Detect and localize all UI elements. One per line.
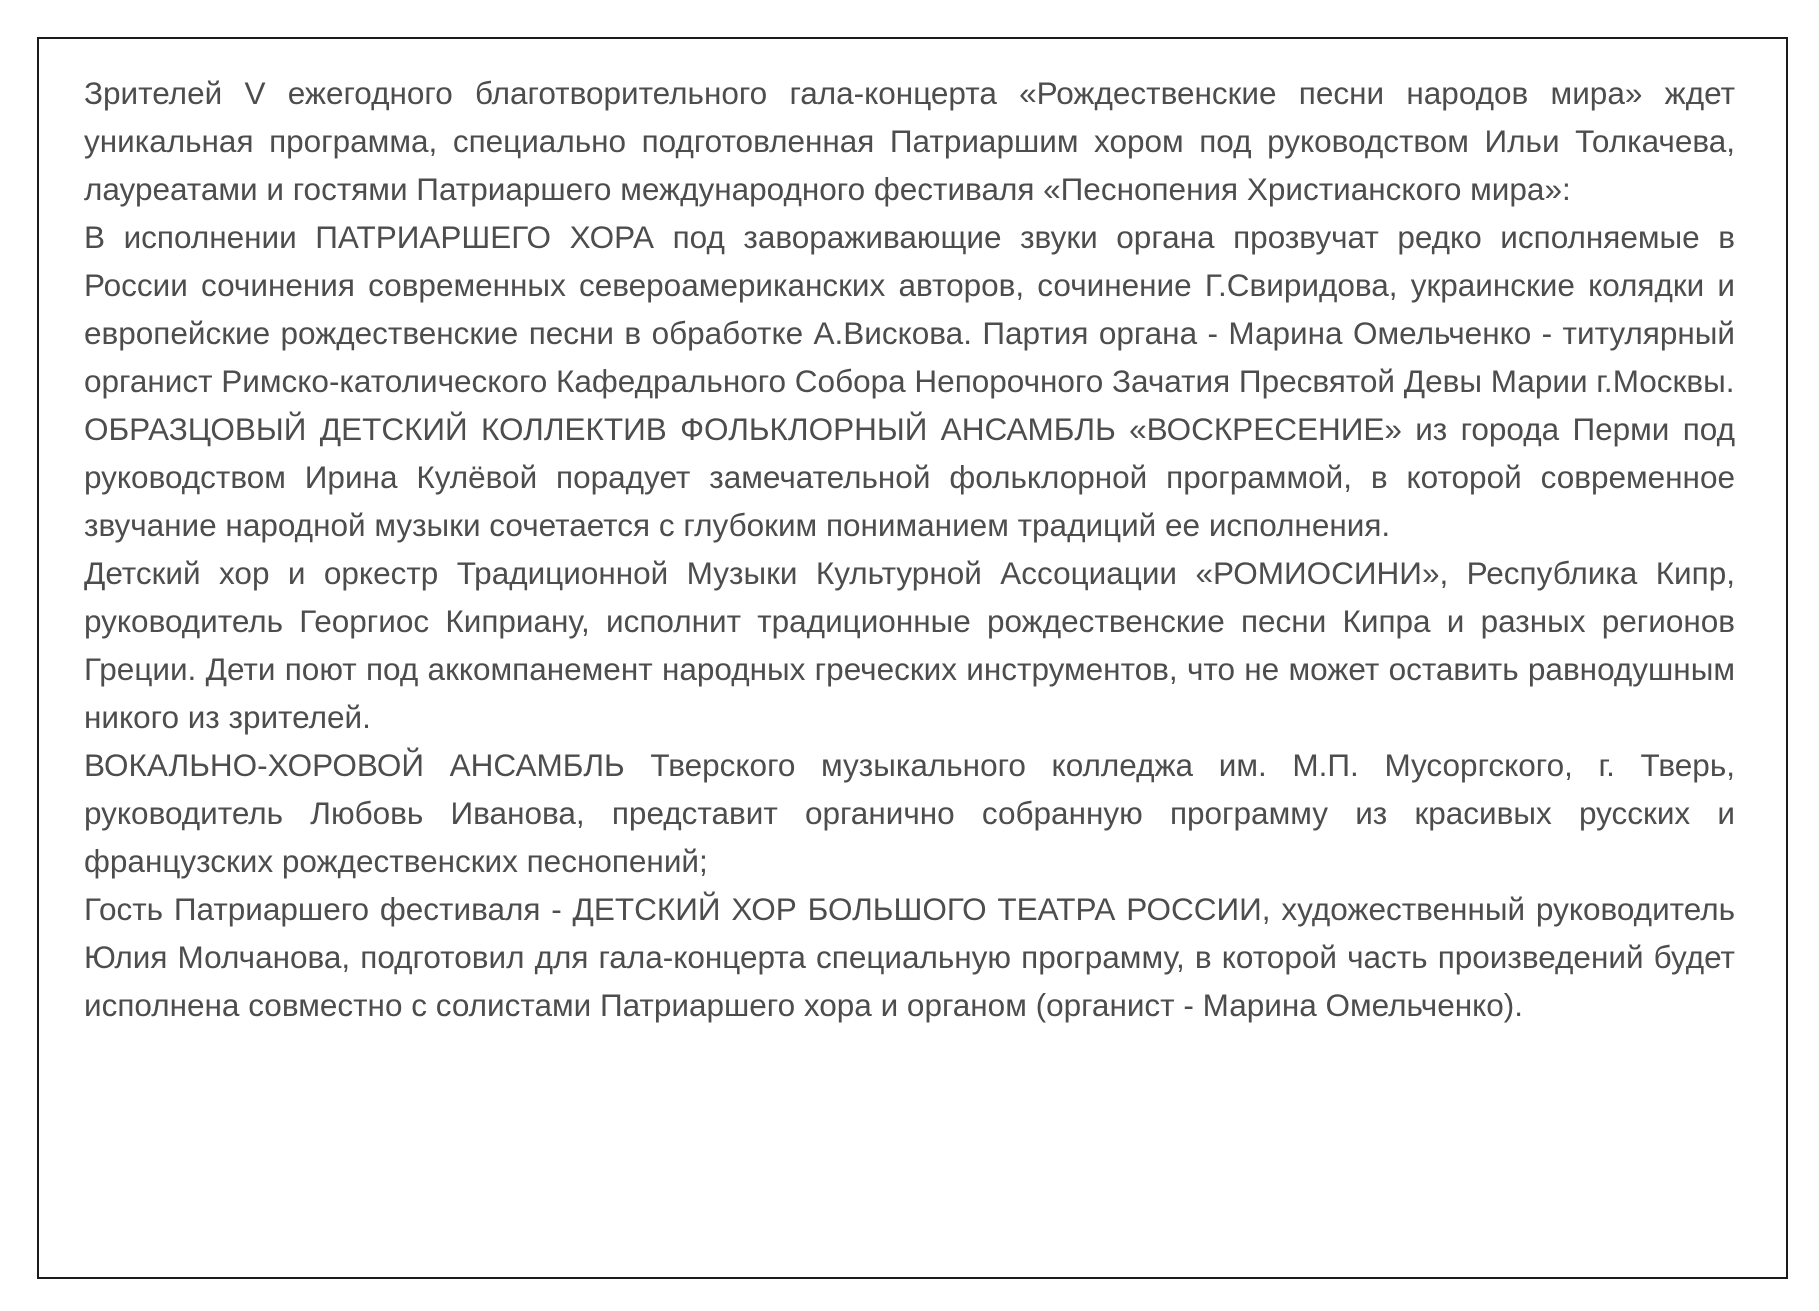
- paragraph-tver-ensemble: ВОКАЛЬНО-ХОРОВОЙ АНСАМБЛЬ Тверского музыкального колледжа им. М.П. Мусоргского, г. Тверь, руководитель Любовь Иванова, представит органично собранную программу из красивых русских и французских рождественских песнопений;: [84, 747, 1735, 879]
- document-frame: [37, 37, 1788, 1279]
- paragraph-romiosini-choir: Детский хор и оркестр Традиционной Музыки Культурной Ассоциации «РОМИОСИНИ», Республика Кипр, руководитель Георгиос Киприану, исполнит традиционные рождественские песни Кипра и разных регионов Греции. Дети поют под аккомпанемент народных греческих инструментов, что не может оставить равнодушным никого из зрителей.: [84, 555, 1735, 735]
- document-body: [84, 69, 1735, 1029]
- paragraph-voskresenie-ensemble: ОБРАЗЦОВЫЙ ДЕТСКИЙ КОЛЛЕКТИВ ФОЛЬКЛОРНЫЙ АНСАМБЛЬ «ВОСКРЕСЕНИЕ» из города Перми под руководством Ирина Кулёвой порадует замечательной фольклорной программой, в которой современное звучание народной музыки сочетается с глубоким пониманием традиций ее исполнения.: [84, 411, 1735, 543]
- paragraph-bolshoi-childrens-choir: Гость Патриаршего фестиваля - ДЕТСКИЙ ХОР БОЛЬШОГО ТЕАТРА РОССИИ, художественный руководитель Юлия Молчанова, подготовил для гала-концерта специальную программу, в которой часть произведений будет исполнена совместно с солистами Патриаршего хора и органом (органист - Марина Омельченко).: [84, 891, 1735, 1023]
- paragraph-program-intro: Зрителей V ежегодного благотворительного гала-концерта «Рождественские песни народов мира» ждет уникальная программа, специально подготовленная Патриаршим хором под руководством Ильи Толкачева, лауреатами и гостями Патриаршего международного фестиваля «Песнопения Христианского мира»:: [84, 75, 1735, 207]
- paragraph-patriarchal-choir: В исполнении ПАТРИАРШЕГО ХОРА под завораживающие звуки органа прозвучат редко исполняемые в России сочинения современных североамериканских авторов, сочинение Г.Свиридова, украинские колядки и европейские рождественские песни в обработке А.Вискова. Партия органа - Марина Омельченко - титулярный органист Римско-католического Кафедрального Собора Непорочного Зачатия Пресвятой Девы Марии г.Москвы.: [84, 219, 1735, 399]
